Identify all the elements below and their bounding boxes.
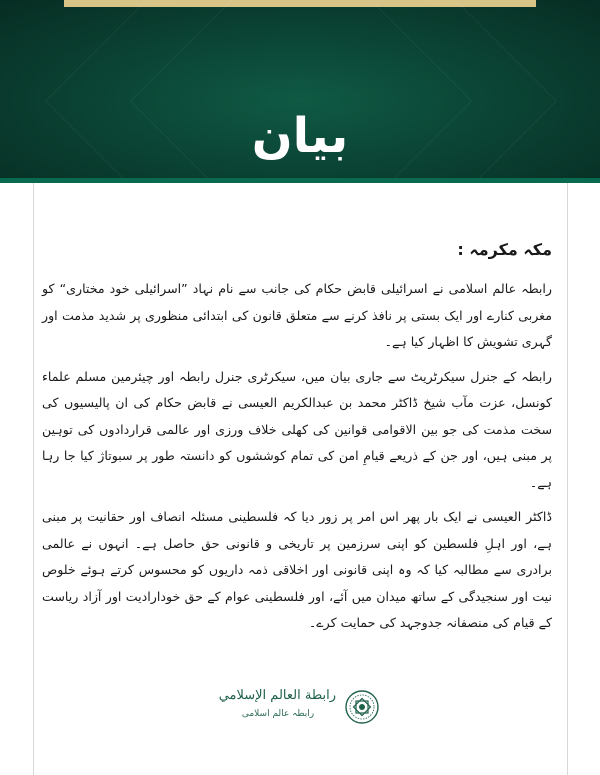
- paragraph-2: رابطہ کے جنرل سیکرٹریٹ سے جاری بیان میں، سیکرٹری جنرل رابطہ اور چیئرمین مسلم علماء کونسل، عزت مآب شیخ ڈاکٹر محمد بن عبدالکریم العیسی نے قابض حکام کی ان پالیسیوں کی سخت مذمت کی جو بین الاقوامی قوانین کی کھلی خلاف ورزی اور عالمی قراردادوں کی توہین پر مبنی ہیں، اور جن کے ذریعے قیامِ امن کی تمام کوششوں کو دانستہ طور پر سبوتاژ کیا جا رہا ہے۔: [42, 368, 552, 490]
- header-banner: [0, 0, 600, 183]
- dateline: مکہ مکرمہ :: [457, 240, 552, 259]
- mwl-emblem-icon: [344, 689, 380, 725]
- frame-right-border: [567, 183, 568, 775]
- header-divider: [0, 178, 600, 183]
- statement-body: [42, 238, 552, 645]
- page-title: بیان: [251, 108, 349, 164]
- footer-logo: [220, 685, 380, 735]
- paragraph-3: ڈاکٹر العیسی نے ایک بار پھر اس امر پر زور دیا کہ فلسطینی مسئلہ انصاف اور حقانیت پر مبنی ہے، اور اہلِ فلسطین کو اپنی سرزمین پر تاریخی و قانونی حق حاصل ہے۔ انہوں نے عالمی برادری سے مطالبہ کیا کہ وہ اپنی قانونی اور اخلاقی ذمہ داریوں کو محسوس کرتے ہوئے خلوص نیت اور سنجیدگی کے ساتھ میدان میں آئے، اور فلسطینی عوام کے حق خودارادیت اور آزاد ریاست کے قیام کی منصفانہ جدوجہد کی حمایت کرے۔: [42, 509, 552, 630]
- frame-left-border: [33, 183, 34, 775]
- org-subtitle: رابطہ عالم اسلامی: [241, 709, 315, 719]
- paragraph-1: رابطہ عالم اسلامی نے اسرائیلی قابض حکام کی جانب سے نام نہاد ”اسرائیلی خود مختاری“ کو مغربی کنارے اور ایک بستی پر نافذ کرنے سے متعلق قانون کی ابتدائی منظوری پر شدید مذمت اور گہری تشویش کا اظہار کیا ہے۔: [42, 281, 552, 349]
- org-name: رابطة العالم الإسلامي: [218, 688, 336, 703]
